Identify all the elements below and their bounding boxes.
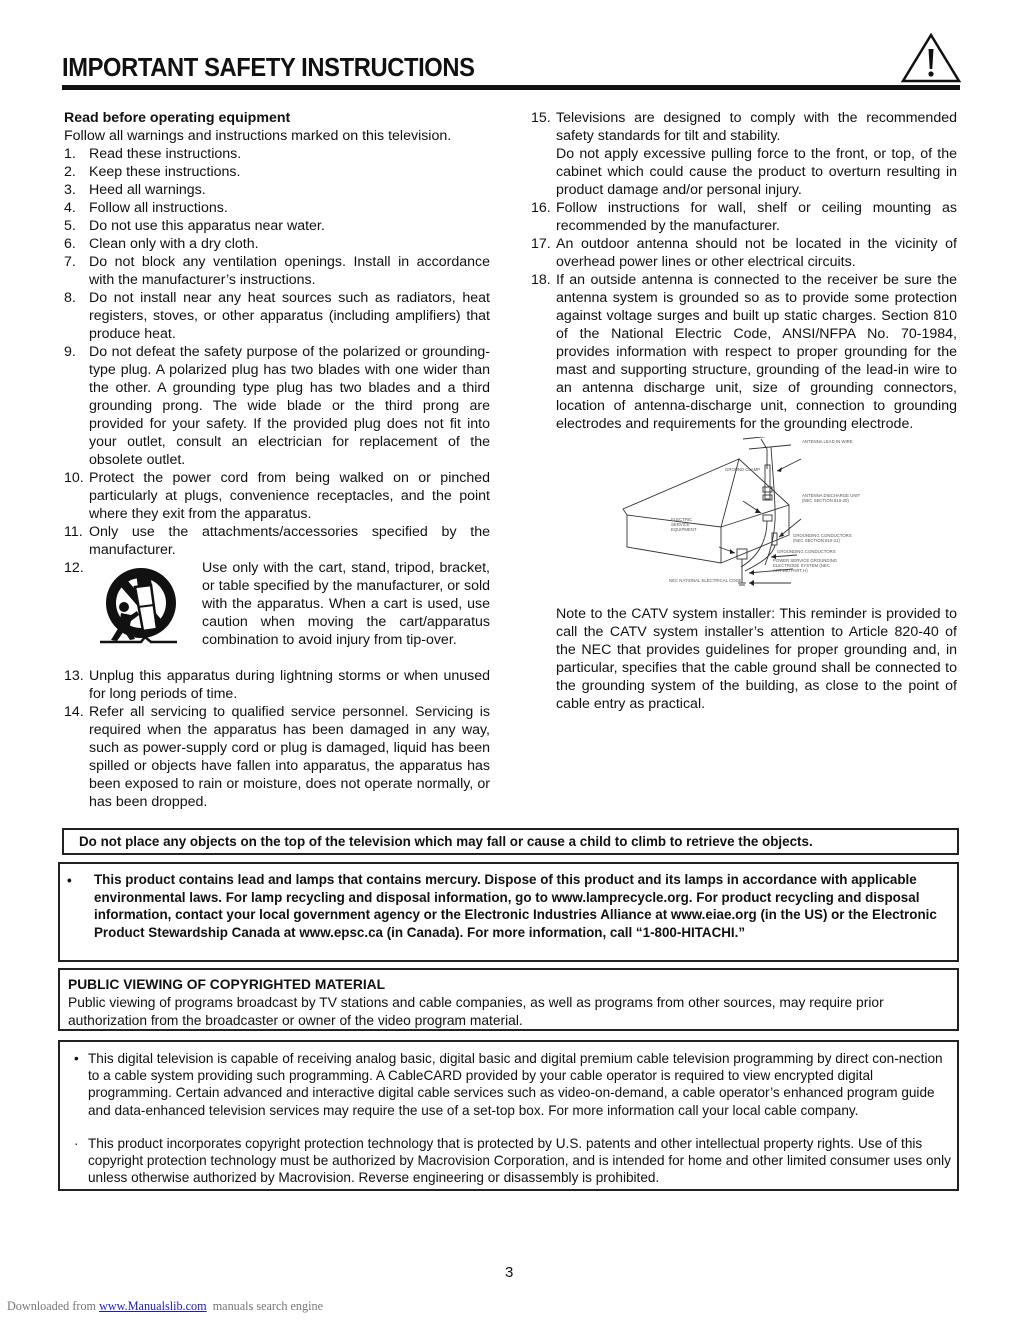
list-item-7: 7. Do not block any ventilation openings. Install in accordance with the manufacturer’s instructions.: [64, 254, 490, 288]
download-footer: Downloaded from www.Manualslib.com manuals search engine: [7, 1299, 324, 1313]
label-antenna-lead-in-wire: ANTENNA LEAD IN WIRE: [802, 439, 853, 444]
notice-digital-cable: [58, 1040, 959, 1191]
catv-installer-note: Note to the CATV system installer: This reminder is provided to call the CATV system installer’s attention to Article 820-40 of the NEC that provides guidelines for proper grounding and, in particular, specifies that the cable ground shall be connected to the grounding system of the building, as close to the point of cable entry as practical.: [556, 606, 957, 712]
notice-copyright-viewing: PUBLIC VIEWING OF COPYRIGHTED MATERIAL Public viewing of programs broadcast by TV stations and cable companies, as well as programs from other sources, may require prior authorization from the broadcaster or owner of the video program material.: [58, 968, 959, 1031]
notice-top-objects: Do not place any objects on the top of the television which may fall or cause a child to climb to retrieve the objects.: [62, 828, 959, 855]
list-item-5: 5. Do not use this apparatus near water.: [64, 218, 325, 234]
page-header: [62, 38, 960, 90]
right-column: [531, 109, 957, 713]
label-ground-clamp: GROUND CLAMP: [725, 467, 761, 472]
list-item-11: 11. Only use the attachments/accessories specified by the manufacturer.: [64, 524, 490, 558]
manualslib-link[interactable]: www.Manualslib.com: [99, 1299, 207, 1313]
label-nec-caption: NEC NATIONAL ELECTRICAL CODE: [669, 578, 742, 583]
intro-text: Follow all warnings and instructions marked on this television.: [64, 128, 452, 144]
list-item-12: 12. Use only with the cart, stand, tripod, bracket, or table specified by the manufacturer, or sold with the apparatus. When a cart is used, use caution when moving the cart/apparatus combination to avoid injury from tip-over.: [64, 560, 490, 648]
list-item-16: 16. Follow instructions for wall, shelf or ceiling mounting as recommended by the manufacturer.: [531, 200, 957, 234]
house-antenna-illustration: [621, 437, 871, 597]
antenna-grounding-diagram: [621, 437, 871, 597]
list-item-17: 17. An outdoor antenna should not be located in the vicinity of overhead power lines or other electrical circuits.: [531, 236, 957, 270]
bullet: •: [67, 873, 72, 888]
list-item-cablecard: • This digital television is capable of receiving analog basic, digital basic and digital premium cable television programming by direct con-nection to a cable system providing such programming. A CableCARD provided by your cable operator is required to view encrypted digital programming. Certain advanced and interactive digital cable services such as video-on-demand, a cable operator’s enhanced program guide and data-enhanced television services may require the use of a set-top box. For more information call your local cable company.: [74, 1051, 943, 1118]
list-item-15: 15. Televisions are designed to comply with the recommended safety standards for tilt and stability. Do not apply excessive pulling force to the front, or top, of the cabinet which could cause the product to overturn resulting in product damage and/or personal injury.: [531, 110, 957, 198]
list-item-13: 13. Unplug this apparatus during lightning storms or when unused for long periods of time.: [64, 668, 490, 702]
list-item-4: 4. Follow all instructions.: [64, 200, 228, 216]
list-item-macrovision: · This product incorporates copyright protection technology that is protected by U.S. patents and other intellectual property rights. Use of this copyright protection technology must be authorized by Macrovision Corporation, and is intended for home and other limited consumer uses only unless otherwise authorized by Macrovision. Reverse engineering or disassembly is prohibited.: [74, 1136, 951, 1186]
notice-mercury-disposal: • This product contains lead and lamps that contains mercury. Dispose of this product and its lamps in accordance with applicable environmental laws. For lamp recycling and disposal information, go to www.lamprecycle.org. For product recycling and disposal information, contact your local government agency or the Electronic Industries Alliance at www.eiae.org (in the US) or the Electronic Product Stewardship Canada at www.epsc.ca (in Canada). For more information, call “1-800-HITACHI.”: [58, 862, 959, 962]
label-grounding-conductors: GROUNDING CONDUCTORS: [777, 549, 836, 554]
page-number: 3: [505, 1264, 514, 1281]
list-item-1: 1. Read these instructions.: [64, 146, 242, 162]
title-rule: [62, 85, 960, 90]
list-item-12-text: Use only with the cart, stand, tripod, bracket, or table specified by the manufacturer, or sold with the apparatus. When a cart is used, use caution when moving the cart/apparatus combination to avoid injury from tip-over.: [202, 560, 490, 648]
list-item-10: 10. Protect the power cord from being walked on or pinched particularly at plugs, convenience receptacles, and the point where they exit from the apparatus.: [64, 470, 490, 522]
list-item-2: 2. Keep these instructions.: [64, 164, 241, 180]
list-item-14: 14. Refer all servicing to qualified service personnel. Servicing is required when the apparatus has been damaged in any way, such as power-supply cord or plug is damaged, liquid has been spilled or objects have fallen into apparatus, the apparatus has been exposed to rain or moisture, does not operate normally, or has been dropped.: [64, 704, 490, 810]
label-grounding-conductors-nec: GROUNDING CONDUCTORS (NEC SECTION 810-21): [793, 533, 852, 543]
label-antenna-discharge-unit: ANTENNA DISCHARGE UNIT (NEC SECTION 810-20): [802, 493, 861, 503]
list-item-9: 9. Do not defeat the safety purpose of the polarized or grounding-type plug. A polarized plug has two blades with one wider than the other. A grounding type plug has two blades and a third grounding prong. The wide blade or the third prong are provided for your safety. If the provided plug does not fit into your outlet, consult an electrician for replacement of the obsolete outlet.: [64, 344, 490, 468]
list-item-3: 3. Heed all warnings.: [64, 182, 206, 198]
left-column: [64, 109, 490, 811]
label-power-service-grounding: POWER SERVICE GROUNDING ELECTRODE SYSTEM (NEC ART 250 PART H): [773, 558, 838, 573]
warning-triangle-icon: [900, 32, 962, 84]
notice-heading: PUBLIC VIEWING OF COPYRIGHTED MATERIAL: [68, 977, 386, 992]
label-electric-service-equipment: ELECTRIC SERVICE EQUIPMENT: [671, 517, 697, 532]
list-item-8: 8. Do not install near any heat sources such as radiators, heat registers, stoves, or other apparatus (including amplifiers) that produce heat.: [64, 290, 490, 342]
page-title: IMPORTANT SAFETY INSTRUCTIONS: [62, 54, 475, 82]
list-item-18: 18. If an outside antenna is connected to the receiver be sure the antenna system is grounded so as to provide some protection against voltage surges and built up static charges. Section 810 of the National Electric Code, ANSI/NFPA No. 70-1984, provides information with respect to proper grounding for the mast and supporting structure, grounding of the lead-in wire to an antenna discharge unit, size of grounding connectors, location of antenna-discharge unit, connection to grounding electrodes and requirements for the grounding electrode.: [531, 272, 957, 432]
cart-tip-over-warning-icon: [97, 563, 181, 647]
list-item-6: 6. Clean only with a dry cloth.: [64, 236, 259, 252]
section-heading: Read before operating equipment: [64, 110, 291, 126]
